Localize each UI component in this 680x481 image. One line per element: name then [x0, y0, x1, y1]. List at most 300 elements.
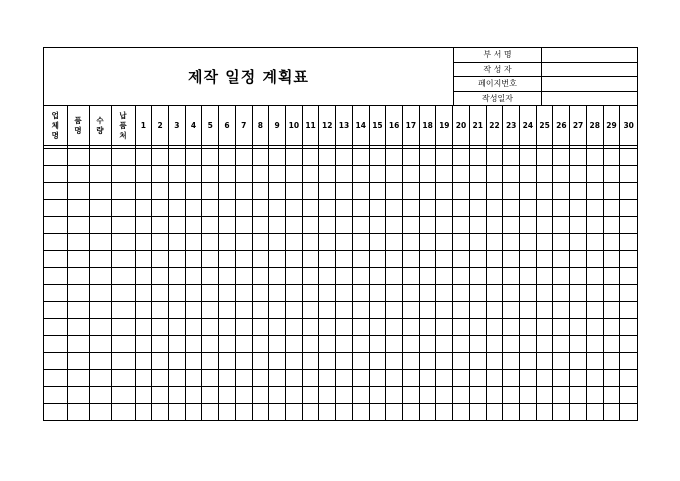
grid-cell[interactable]: [111, 319, 135, 336]
grid-cell[interactable]: [152, 200, 169, 217]
grid-cell[interactable]: [386, 217, 403, 234]
grid-cell[interactable]: [352, 404, 369, 421]
grid-cell[interactable]: [185, 183, 202, 200]
grid-cell[interactable]: [219, 200, 236, 217]
grid-cell[interactable]: [202, 268, 219, 285]
grid-cell[interactable]: [168, 200, 185, 217]
grid-cell[interactable]: [135, 319, 152, 336]
grid-cell[interactable]: [302, 370, 319, 387]
grid-cell[interactable]: [135, 336, 152, 353]
grid-cell[interactable]: [135, 268, 152, 285]
grid-cell[interactable]: [44, 200, 67, 217]
grid-cell[interactable]: [453, 285, 470, 302]
grid-cell[interactable]: [369, 217, 386, 234]
grid-cell[interactable]: [285, 234, 302, 251]
grid-cell[interactable]: [419, 268, 436, 285]
grid-cell[interactable]: [453, 404, 470, 421]
grid-cell[interactable]: [520, 302, 537, 319]
grid-cell[interactable]: [111, 336, 135, 353]
grid-cell[interactable]: [620, 387, 637, 404]
grid-cell[interactable]: [269, 149, 286, 166]
grid-cell[interactable]: [67, 251, 89, 268]
grid-cell[interactable]: [469, 183, 486, 200]
grid-cell[interactable]: [603, 353, 620, 370]
grid-cell[interactable]: [168, 336, 185, 353]
grid-cell[interactable]: [235, 268, 252, 285]
grid-cell[interactable]: [285, 217, 302, 234]
grid-cell[interactable]: [152, 234, 169, 251]
grid-cell[interactable]: [111, 268, 135, 285]
grid-cell[interactable]: [386, 302, 403, 319]
grid-cell[interactable]: [152, 166, 169, 183]
grid-cell[interactable]: [620, 302, 637, 319]
grid-cell[interactable]: [469, 166, 486, 183]
grid-cell[interactable]: [436, 183, 453, 200]
grid-cell[interactable]: [67, 217, 89, 234]
grid-cell[interactable]: [570, 285, 587, 302]
grid-cell[interactable]: [436, 285, 453, 302]
grid-cell[interactable]: [336, 404, 353, 421]
grid-cell[interactable]: [586, 149, 603, 166]
grid-cell[interactable]: [570, 319, 587, 336]
grid-cell[interactable]: [503, 268, 520, 285]
grid-cell[interactable]: [269, 387, 286, 404]
grid-cell[interactable]: [570, 370, 587, 387]
grid-cell[interactable]: [185, 268, 202, 285]
grid-cell[interactable]: [553, 217, 570, 234]
grid-cell[interactable]: [152, 302, 169, 319]
grid-cell[interactable]: [319, 251, 336, 268]
grid-cell[interactable]: [570, 234, 587, 251]
grid-cell[interactable]: [570, 302, 587, 319]
grid-cell[interactable]: [620, 404, 637, 421]
grid-cell[interactable]: [67, 370, 89, 387]
grid-cell[interactable]: [269, 268, 286, 285]
grid-cell[interactable]: [185, 336, 202, 353]
grid-cell[interactable]: [586, 336, 603, 353]
grid-cell[interactable]: [520, 200, 537, 217]
grid-cell[interactable]: [520, 166, 537, 183]
grid-cell[interactable]: [603, 302, 620, 319]
grid-cell[interactable]: [252, 200, 269, 217]
grid-cell[interactable]: [453, 302, 470, 319]
grid-cell[interactable]: [111, 285, 135, 302]
grid-cell[interactable]: [453, 319, 470, 336]
grid-cell[interactable]: [302, 302, 319, 319]
grid-cell[interactable]: [152, 149, 169, 166]
grid-cell[interactable]: [152, 268, 169, 285]
grid-cell[interactable]: [586, 200, 603, 217]
grid-cell[interactable]: [369, 285, 386, 302]
grid-cell[interactable]: [453, 149, 470, 166]
grid-cell[interactable]: [419, 387, 436, 404]
grid-cell[interactable]: [89, 149, 111, 166]
grid-cell[interactable]: [302, 149, 319, 166]
grid-cell[interactable]: [486, 166, 503, 183]
grid-cell[interactable]: [520, 149, 537, 166]
grid-cell[interactable]: [67, 234, 89, 251]
grid-cell[interactable]: [185, 149, 202, 166]
grid-cell[interactable]: [369, 149, 386, 166]
grid-cell[interactable]: [486, 217, 503, 234]
grid-cell[interactable]: [67, 200, 89, 217]
grid-cell[interactable]: [620, 234, 637, 251]
grid-cell[interactable]: [336, 302, 353, 319]
grid-cell[interactable]: [369, 336, 386, 353]
grid-cell[interactable]: [168, 387, 185, 404]
grid-cell[interactable]: [185, 370, 202, 387]
grid-cell[interactable]: [436, 217, 453, 234]
grid-cell[interactable]: [536, 183, 553, 200]
grid-cell[interactable]: [436, 387, 453, 404]
grid-cell[interactable]: [419, 166, 436, 183]
grid-cell[interactable]: [152, 285, 169, 302]
grid-cell[interactable]: [89, 387, 111, 404]
grid-cell[interactable]: [386, 251, 403, 268]
grid-cell[interactable]: [336, 387, 353, 404]
grid-cell[interactable]: [67, 149, 89, 166]
grid-cell[interactable]: [319, 149, 336, 166]
grid-cell[interactable]: [202, 217, 219, 234]
grid-cell[interactable]: [269, 285, 286, 302]
grid-cell[interactable]: [152, 319, 169, 336]
grid-cell[interactable]: [352, 149, 369, 166]
grid-cell[interactable]: [486, 336, 503, 353]
grid-cell[interactable]: [89, 251, 111, 268]
grid-cell[interactable]: [553, 302, 570, 319]
grid-cell[interactable]: [620, 166, 637, 183]
grid-cell[interactable]: [336, 251, 353, 268]
grid-cell[interactable]: [486, 234, 503, 251]
grid-cell[interactable]: [469, 336, 486, 353]
grid-cell[interactable]: [352, 166, 369, 183]
grid-cell[interactable]: [252, 336, 269, 353]
grid-cell[interactable]: [235, 217, 252, 234]
grid-cell[interactable]: [352, 302, 369, 319]
grid-cell[interactable]: [386, 319, 403, 336]
grid-cell[interactable]: [469, 217, 486, 234]
grid-cell[interactable]: [520, 353, 537, 370]
grid-cell[interactable]: [319, 166, 336, 183]
grid-cell[interactable]: [469, 200, 486, 217]
grid-cell[interactable]: [168, 370, 185, 387]
grid-cell[interactable]: [152, 404, 169, 421]
grid-cell[interactable]: [369, 183, 386, 200]
grid-cell[interactable]: [436, 319, 453, 336]
grid-cell[interactable]: [89, 234, 111, 251]
grid-cell[interactable]: [219, 370, 236, 387]
grid-cell[interactable]: [586, 251, 603, 268]
grid-cell[interactable]: [503, 234, 520, 251]
grid-cell[interactable]: [269, 183, 286, 200]
grid-cell[interactable]: [386, 234, 403, 251]
grid-cell[interactable]: [553, 285, 570, 302]
grid-cell[interactable]: [111, 353, 135, 370]
grid-cell[interactable]: [185, 319, 202, 336]
grid-cell[interactable]: [235, 200, 252, 217]
grid-cell[interactable]: [386, 336, 403, 353]
grid-cell[interactable]: [352, 285, 369, 302]
grid-cell[interactable]: [219, 251, 236, 268]
grid-cell[interactable]: [285, 353, 302, 370]
grid-cell[interactable]: [403, 370, 420, 387]
grid-cell[interactable]: [219, 149, 236, 166]
grid-cell[interactable]: [386, 149, 403, 166]
grid-cell[interactable]: [252, 149, 269, 166]
grid-cell[interactable]: [403, 200, 420, 217]
grid-cell[interactable]: [453, 200, 470, 217]
grid-cell[interactable]: [486, 353, 503, 370]
grid-cell[interactable]: [202, 302, 219, 319]
grid-cell[interactable]: [89, 285, 111, 302]
grid-cell[interactable]: [436, 302, 453, 319]
grid-cell[interactable]: [553, 319, 570, 336]
grid-cell[interactable]: [111, 183, 135, 200]
grid-cell[interactable]: [536, 200, 553, 217]
grid-cell[interactable]: [319, 285, 336, 302]
grid-cell[interactable]: [536, 234, 553, 251]
grid-cell[interactable]: [202, 149, 219, 166]
grid-cell[interactable]: [336, 285, 353, 302]
grid-cell[interactable]: [235, 404, 252, 421]
grid-cell[interactable]: [520, 217, 537, 234]
grid-cell[interactable]: [553, 404, 570, 421]
grid-cell[interactable]: [503, 353, 520, 370]
meta-value-date[interactable]: [542, 92, 637, 106]
grid-cell[interactable]: [336, 149, 353, 166]
grid-cell[interactable]: [520, 319, 537, 336]
grid-cell[interactable]: [252, 166, 269, 183]
grid-cell[interactable]: [185, 404, 202, 421]
grid-cell[interactable]: [285, 166, 302, 183]
grid-cell[interactable]: [269, 404, 286, 421]
grid-cell[interactable]: [352, 387, 369, 404]
grid-cell[interactable]: [486, 302, 503, 319]
grid-cell[interactable]: [570, 353, 587, 370]
grid-cell[interactable]: [603, 183, 620, 200]
grid-cell[interactable]: [269, 336, 286, 353]
grid-cell[interactable]: [369, 319, 386, 336]
grid-cell[interactable]: [453, 251, 470, 268]
grid-cell[interactable]: [352, 336, 369, 353]
grid-cell[interactable]: [553, 251, 570, 268]
grid-cell[interactable]: [319, 183, 336, 200]
grid-cell[interactable]: [469, 370, 486, 387]
grid-cell[interactable]: [536, 336, 553, 353]
grid-cell[interactable]: [403, 336, 420, 353]
grid-cell[interactable]: [469, 387, 486, 404]
grid-cell[interactable]: [285, 336, 302, 353]
grid-cell[interactable]: [235, 183, 252, 200]
grid-cell[interactable]: [319, 268, 336, 285]
grid-cell[interactable]: [168, 353, 185, 370]
grid-cell[interactable]: [620, 217, 637, 234]
grid-cell[interactable]: [302, 353, 319, 370]
grid-cell[interactable]: [503, 302, 520, 319]
grid-cell[interactable]: [586, 166, 603, 183]
grid-cell[interactable]: [436, 149, 453, 166]
grid-cell[interactable]: [285, 183, 302, 200]
grid-cell[interactable]: [386, 166, 403, 183]
grid-cell[interactable]: [252, 353, 269, 370]
grid-cell[interactable]: [219, 285, 236, 302]
grid-cell[interactable]: [302, 200, 319, 217]
grid-cell[interactable]: [403, 217, 420, 234]
grid-cell[interactable]: [453, 166, 470, 183]
grid-cell[interactable]: [520, 370, 537, 387]
grid-cell[interactable]: [89, 183, 111, 200]
grid-cell[interactable]: [152, 217, 169, 234]
grid-cell[interactable]: [503, 149, 520, 166]
grid-cell[interactable]: [620, 149, 637, 166]
grid-cell[interactable]: [536, 217, 553, 234]
grid-cell[interactable]: [135, 370, 152, 387]
grid-cell[interactable]: [111, 149, 135, 166]
grid-cell[interactable]: [269, 319, 286, 336]
grid-cell[interactable]: [152, 251, 169, 268]
meta-value-page-number[interactable]: [542, 77, 637, 91]
grid-cell[interactable]: [168, 404, 185, 421]
grid-cell[interactable]: [67, 404, 89, 421]
grid-cell[interactable]: [302, 166, 319, 183]
grid-cell[interactable]: [486, 285, 503, 302]
grid-cell[interactable]: [553, 183, 570, 200]
grid-cell[interactable]: [89, 370, 111, 387]
grid-cell[interactable]: [269, 234, 286, 251]
grid-cell[interactable]: [586, 234, 603, 251]
grid-cell[interactable]: [352, 200, 369, 217]
grid-cell[interactable]: [302, 285, 319, 302]
grid-cell[interactable]: [419, 370, 436, 387]
grid-cell[interactable]: [436, 353, 453, 370]
grid-cell[interactable]: [369, 200, 386, 217]
grid-cell[interactable]: [620, 353, 637, 370]
grid-cell[interactable]: [111, 166, 135, 183]
grid-cell[interactable]: [252, 251, 269, 268]
grid-cell[interactable]: [503, 404, 520, 421]
grid-cell[interactable]: [89, 217, 111, 234]
grid-cell[interactable]: [168, 268, 185, 285]
grid-cell[interactable]: [603, 336, 620, 353]
grid-cell[interactable]: [403, 251, 420, 268]
grid-cell[interactable]: [269, 302, 286, 319]
grid-cell[interactable]: [570, 251, 587, 268]
grid-cell[interactable]: [168, 149, 185, 166]
grid-cell[interactable]: [603, 370, 620, 387]
grid-cell[interactable]: [44, 183, 67, 200]
grid-cell[interactable]: [603, 251, 620, 268]
grid-cell[interactable]: [111, 217, 135, 234]
grid-cell[interactable]: [44, 336, 67, 353]
grid-cell[interactable]: [453, 336, 470, 353]
grid-cell[interactable]: [252, 302, 269, 319]
grid-cell[interactable]: [285, 251, 302, 268]
grid-cell[interactable]: [620, 251, 637, 268]
grid-cell[interactable]: [44, 319, 67, 336]
grid-cell[interactable]: [336, 319, 353, 336]
grid-cell[interactable]: [67, 302, 89, 319]
grid-cell[interactable]: [336, 217, 353, 234]
grid-cell[interactable]: [235, 166, 252, 183]
grid-cell[interactable]: [403, 149, 420, 166]
grid-cell[interactable]: [469, 268, 486, 285]
grid-cell[interactable]: [219, 404, 236, 421]
grid-cell[interactable]: [302, 319, 319, 336]
grid-cell[interactable]: [586, 319, 603, 336]
grid-cell[interactable]: [369, 268, 386, 285]
grid-cell[interactable]: [503, 319, 520, 336]
grid-cell[interactable]: [89, 404, 111, 421]
grid-cell[interactable]: [486, 319, 503, 336]
grid-cell[interactable]: [603, 234, 620, 251]
grid-cell[interactable]: [152, 387, 169, 404]
grid-cell[interactable]: [352, 353, 369, 370]
grid-cell[interactable]: [168, 183, 185, 200]
grid-cell[interactable]: [403, 234, 420, 251]
grid-cell[interactable]: [386, 183, 403, 200]
grid-cell[interactable]: [235, 234, 252, 251]
grid-cell[interactable]: [369, 370, 386, 387]
grid-cell[interactable]: [403, 404, 420, 421]
grid-cell[interactable]: [67, 387, 89, 404]
grid-cell[interactable]: [386, 268, 403, 285]
grid-cell[interactable]: [369, 234, 386, 251]
grid-cell[interactable]: [503, 166, 520, 183]
grid-cell[interactable]: [386, 353, 403, 370]
grid-cell[interactable]: [89, 268, 111, 285]
grid-cell[interactable]: [503, 217, 520, 234]
grid-cell[interactable]: [44, 251, 67, 268]
grid-cell[interactable]: [302, 251, 319, 268]
grid-cell[interactable]: [185, 387, 202, 404]
grid-cell[interactable]: [135, 149, 152, 166]
grid-cell[interactable]: [386, 387, 403, 404]
grid-cell[interactable]: [235, 370, 252, 387]
grid-cell[interactable]: [135, 166, 152, 183]
grid-cell[interactable]: [219, 268, 236, 285]
grid-cell[interactable]: [235, 285, 252, 302]
grid-cell[interactable]: [536, 166, 553, 183]
grid-cell[interactable]: [319, 404, 336, 421]
grid-cell[interactable]: [570, 336, 587, 353]
grid-cell[interactable]: [586, 353, 603, 370]
grid-cell[interactable]: [135, 183, 152, 200]
grid-cell[interactable]: [235, 149, 252, 166]
grid-cell[interactable]: [285, 387, 302, 404]
grid-cell[interactable]: [486, 404, 503, 421]
grid-cell[interactable]: [436, 370, 453, 387]
grid-cell[interactable]: [44, 387, 67, 404]
grid-cell[interactable]: [285, 302, 302, 319]
grid-cell[interactable]: [603, 285, 620, 302]
grid-cell[interactable]: [419, 234, 436, 251]
grid-cell[interactable]: [352, 183, 369, 200]
grid-cell[interactable]: [202, 251, 219, 268]
grid-cell[interactable]: [536, 251, 553, 268]
grid-cell[interactable]: [336, 234, 353, 251]
grid-cell[interactable]: [570, 200, 587, 217]
grid-cell[interactable]: [269, 217, 286, 234]
grid-cell[interactable]: [235, 353, 252, 370]
grid-cell[interactable]: [302, 217, 319, 234]
grid-cell[interactable]: [620, 268, 637, 285]
grid-cell[interactable]: [202, 353, 219, 370]
grid-cell[interactable]: [586, 387, 603, 404]
grid-cell[interactable]: [352, 251, 369, 268]
grid-cell[interactable]: [603, 166, 620, 183]
grid-cell[interactable]: [503, 251, 520, 268]
grid-cell[interactable]: [586, 183, 603, 200]
